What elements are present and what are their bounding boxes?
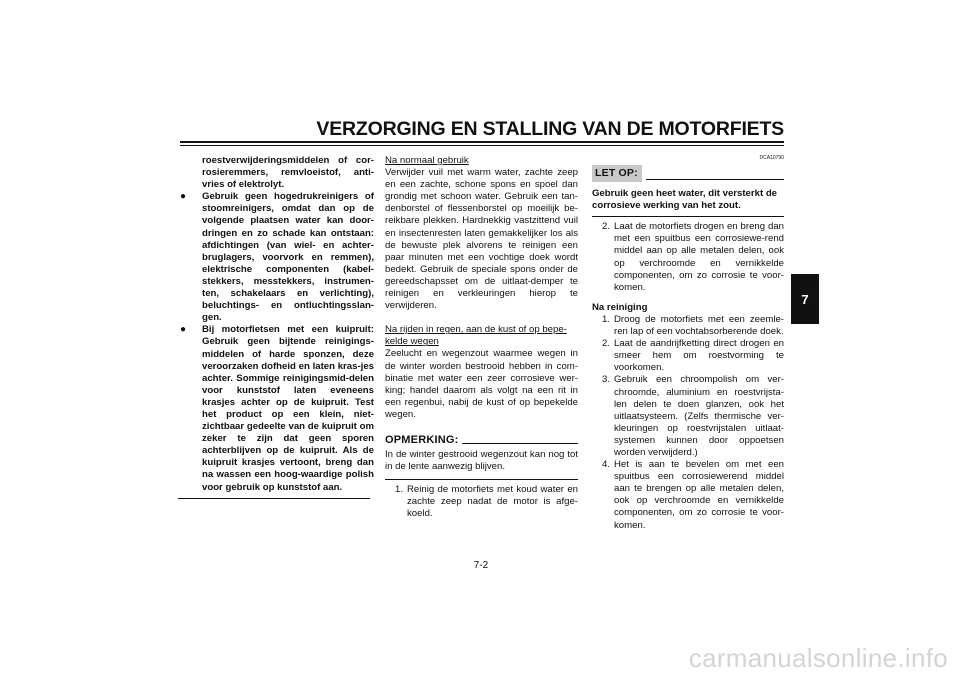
watermark-text: carmanualsonline.info [688, 643, 948, 673]
bullet-dot-icon: ● [180, 191, 187, 203]
caution-header [592, 165, 784, 182]
column-1 [178, 155, 374, 499]
step-text: Droog de motorfiets met een zeemle-ren lap of een vochtabsorberende doek. [614, 313, 784, 338]
after-step-1 [592, 314, 784, 338]
rain-text: Zeelucht en wegenzout waarmee wegen in de winter worden bestrooid hebben in com-binatie met water een zeer corrosieve wer-king; handel daarom als volgt na een rit in een regenbui, nabij de kust of op bepekelde wegen. [385, 348, 578, 420]
chapter-tab: 7 [791, 274, 819, 324]
after-step-2 [592, 338, 784, 374]
step-number: 1. [602, 313, 611, 325]
normal-use-heading: Na normaal gebruik [385, 155, 469, 166]
column-3 [592, 155, 784, 532]
step-text: Het is aan te bevelen om met een spuitbus een corrosiewerend middel aan te brengen op alle metalen delen, ook op verchroomde en vernikkelde componenten, om zo corrosie te voor-komen. [614, 459, 784, 531]
note-header [385, 434, 578, 446]
caution-text: Gebruik geen heet water, dit versterkt de corrosieve werking van het zout. [592, 188, 778, 212]
step-1 [385, 484, 578, 520]
note-text: In de winter gestrooid wegenzout kan nog tot in de lente aanwezig blijven. [385, 449, 578, 473]
after-cleaning-heading: Na reiniging [592, 301, 648, 313]
warning-end-rule [178, 498, 370, 499]
note-label: OPMERKING: [385, 433, 459, 446]
note-header-line [462, 443, 579, 444]
step-text: Laat de aandrijfketting direct drogen en smeer hem om roestvorming te voorkomen. [614, 338, 784, 374]
step-text: Laat de motorfiets drogen en breng dan met een spuitbus een corrosiewe-rend middel aan op alle metalen delen, ook op verchroomde en vernikkelde componenten, om zo corrosie te voor-komen. [614, 221, 784, 293]
step-2 [592, 221, 784, 294]
step-number: 2. [602, 338, 611, 350]
page-number: 7-2 [473, 560, 489, 571]
step-number: 1. [395, 484, 404, 496]
col1-bullet-1 [178, 191, 374, 324]
bullet-text: Bij motorfietsen met een kuipruit: Gebruik geen bijtende reinigings-middelen of harde sponzen, deze veroorzaken dofheid en laten kras-jes achter. Sommige reinigingsmid-delen voor kunststof laten eveneens krasjes achter op de kuipruit. Test het product op een klein, niet-zichtbaar gedeelte van de kuipruit om zeker te zijn dat geen sporen achterblijven op de kuipruit. Als de kuipruit krasjes vertoont, breng dan na wassen een hoog-waardige polish voor gebruik op kunststof aan. [202, 324, 374, 493]
caution-end-rule [592, 216, 784, 217]
after-step-4 [592, 459, 784, 532]
step-number: 2. [602, 221, 611, 233]
step-number: 4. [602, 459, 611, 471]
page-title: VERZORGING EN STALLING VAN DE MOTORFIETS [316, 118, 784, 140]
step-text: Reinig de motorfiets met koud water en zachte zeep nadat de motor is afge-koeld. [407, 484, 578, 520]
after-step-3 [592, 374, 784, 459]
note-end-rule [385, 479, 578, 480]
header-rule-thin [180, 145, 784, 146]
bullet-dot-icon: ● [180, 324, 187, 336]
rain-heading: Na rijden in regen, aan de kust of op bepe-kelde wegen [385, 324, 567, 348]
bullet-text: Gebruik geen hogedrukreinigers of stoomreinigers, omdat dan op de volgende plaatsen water kan door-dringen en zo schade kan ontstaan: afdichtingen (van wiel- en achter-bruglagers, voorvork en remmen), elektrische componenten (kabel-stekkers, messtekkers, instrumen-ten, schakelaars en verlichting), beluchtings- en ontluchtingsslan-gen. [202, 191, 374, 324]
header-rule-thick [180, 141, 784, 143]
col1-intro: roestverwijderingsmiddelen of cor-rosieremmers, remvloeistof, anti-vries of elektrolyt. [202, 155, 374, 191]
col1-bullet-2 [178, 324, 374, 493]
normal-use-text: Verwijder vuil met warm water, zachte zeep en een zachte, schone spons en spoel dan grondig met schoon water. Gebruik een tan-denborstel of flessenborstel op moeilijk be-reikbare plekken. Hardnekkig vastzittend vuil en insectenresten laten gemakkelijker los als de bewuste plek alvorens te reinigen een paar minuten met een vochtige doek wordt bedekt. Gebruik de speciale spons onder de gereedschapsset om de uitlaat-demper te reinigen en verkleuringen hierop te verwijderen. [385, 167, 578, 312]
caution-header-line [646, 179, 784, 180]
caution-code: DCA10790 [759, 155, 784, 161]
column-2 [385, 155, 578, 521]
caution-label: LET OP: [592, 165, 642, 182]
step-number: 3. [602, 374, 611, 386]
step-text: Gebruik een chroompolish om ver-chroomde, aluminium en roestvrijsta-len delen te doen glanzen, ook het uitlaatsysteem. (Zelfs thermische ver-kleuringen op roestvrijstalen uitlaat-systemen kunnen door oppoetsen worden verwijderd.) [614, 374, 784, 458]
